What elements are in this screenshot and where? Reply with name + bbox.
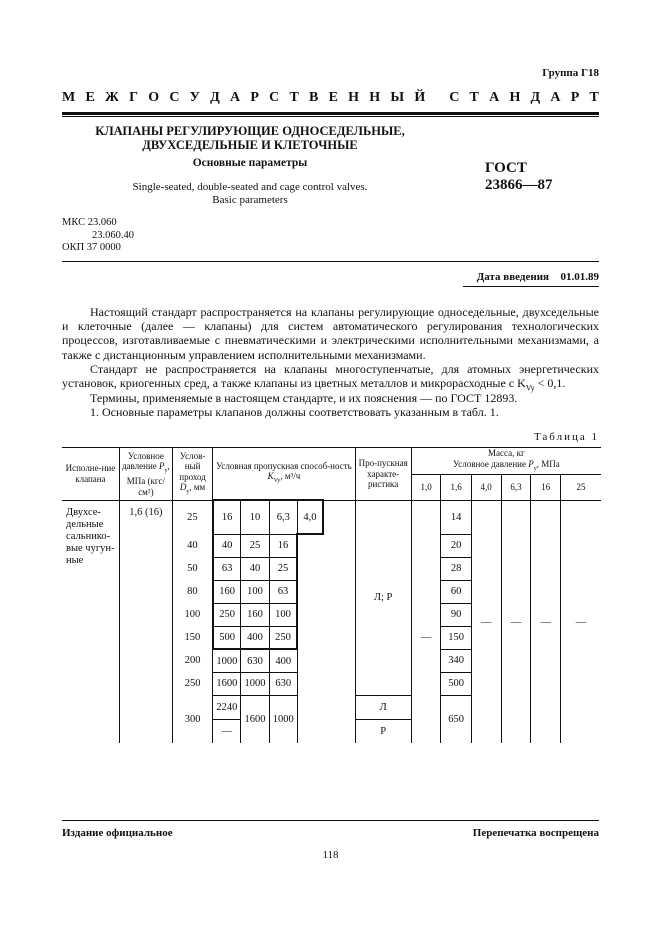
cell-kv: 25 <box>241 534 269 557</box>
cell-kv: 500 <box>213 626 241 649</box>
banner-letter: Е <box>85 90 95 105</box>
english-title <box>80 181 420 207</box>
cell-kv: 400 <box>241 626 269 649</box>
cell-kv: 25 <box>269 557 297 580</box>
banner-letter: Т <box>289 90 299 105</box>
paragraph-exclusions-text: Стандарт не распространяется на клапаны многоступенчатые, для атомных энергетических установок, криогенных сред, а также клапаны из цветных металлов и микрорасходные с K <box>62 362 599 391</box>
banner-letter: Н <box>369 90 381 105</box>
banner-letter: Р <box>570 90 580 105</box>
cell-kv-spacer <box>323 603 355 626</box>
intro-date-rule <box>463 286 599 287</box>
cell-characteristic: Р <box>355 719 411 743</box>
header-mass: Масса, кг Условное давление $P_y$, МПа <box>411 448 601 475</box>
cell-kv <box>297 534 323 557</box>
cell-mass-1-0 <box>411 557 441 580</box>
banner-letter: А <box>230 90 241 105</box>
cell-dn: 50 <box>172 557 212 580</box>
mks-code-1: МКС 23.060 <box>62 217 117 228</box>
header-mass-col: 4,0 <box>471 474 501 500</box>
table-caption: Таблица 1 <box>533 431 599 443</box>
paragraph-params-text: 1. Основные параметры клапанов должны соответствовать указанным в табл. 1. <box>90 405 499 419</box>
cell-mass-1-0 <box>411 580 441 603</box>
footer-rule <box>62 820 599 821</box>
banner-letter: Т <box>589 90 599 105</box>
header-rule-thick <box>62 112 599 115</box>
mks-code-2: 23.060.40 <box>92 229 134 241</box>
cell-kv: 400 <box>269 649 297 672</box>
cell-kv: 1000 <box>241 672 269 695</box>
paragraph-exclusions-end: < 0,1. <box>534 376 566 391</box>
cell-mass-1-6: 500 <box>441 672 471 695</box>
cell-mass-25: — <box>575 616 587 628</box>
english-title-line-1: Single-seated, double-seated and cage control valves. <box>132 181 368 193</box>
cell-kv: 2240 <box>213 695 241 719</box>
cell-kv: 16 <box>269 534 297 557</box>
cell-kv-spacer <box>323 500 355 534</box>
cell-mass-1-6: 150 <box>441 626 471 649</box>
paragraph-scope <box>62 305 599 362</box>
title-line-2: ДВУХСЕДЕЛЬНЫЕ И КЛЕТОЧНЫЕ <box>142 138 358 152</box>
gost-number: 23866—87 <box>485 177 553 193</box>
classification-codes <box>62 217 134 255</box>
cell-kv-spacer <box>323 534 355 557</box>
banner-letter: О <box>148 90 160 105</box>
cell-kv: 100 <box>269 603 297 626</box>
english-title-line-2: Basic parameters <box>212 194 288 206</box>
cell-kv <box>297 672 323 695</box>
cell-mass-1-0: — <box>411 626 441 649</box>
cell-kv: 1600 <box>213 672 241 695</box>
cell-mass-1-6: 60 <box>441 580 471 603</box>
cell-kv-spacer <box>323 672 355 695</box>
cell-kv: 6,3 <box>269 500 297 534</box>
paragraph-params <box>62 405 599 419</box>
document-subtitle: Основные параметры <box>192 157 308 169</box>
cell-kv: 16 <box>213 500 241 534</box>
intro-date-value: 01.01.89 <box>560 271 599 283</box>
cell-kv <box>297 649 323 672</box>
banner-letter: Д <box>210 90 220 105</box>
banner-letter <box>435 90 439 106</box>
cell-kv: 40 <box>241 557 269 580</box>
header-mass-col: 16 <box>531 474 561 500</box>
cell-dn: 40 <box>172 534 212 557</box>
codes-rule <box>62 261 599 262</box>
page-number: 118 <box>322 849 339 861</box>
cell-mass-1-0 <box>411 672 441 695</box>
cell-mass-4-0: — <box>471 500 501 743</box>
intro-date <box>477 271 599 283</box>
cell-dn: 80 <box>172 580 212 603</box>
cell-kv: — <box>213 719 241 743</box>
cell-kv: 630 <box>269 672 297 695</box>
cell-mass-1-0 <box>411 500 441 534</box>
standard-banner <box>62 90 599 106</box>
cell-kv: 40 <box>213 534 241 557</box>
cell-kv: 63 <box>269 580 297 603</box>
header-mass-col: 1,6 <box>441 474 471 500</box>
banner-letter: Н <box>348 90 360 105</box>
cell-kv-spacer <box>323 695 355 743</box>
cell-mass-1-0 <box>411 534 441 557</box>
cell-dn: 25 <box>172 500 212 534</box>
header-pressure: Условное давление $P_y$, МПа (кгс/см²) <box>119 448 172 501</box>
cell-mass-1-0 <box>411 695 441 743</box>
cell-characteristic: Л; Р <box>355 500 411 695</box>
paragraph-terms-text: Термины, применяемые в настоящем стандарте, и их пояснения — по ГОСТ 12893. <box>90 391 518 405</box>
cell-dn: 250 <box>172 672 212 695</box>
banner-letter: Е <box>328 90 338 105</box>
header-dn: Услов-ный проход $D_y$, мм <box>172 448 212 501</box>
header-mass-col: 25 <box>561 474 601 500</box>
banner-letter: Н <box>509 90 521 105</box>
intro-date-label: Дата введения <box>476 271 549 283</box>
cell-kv: 160 <box>213 580 241 603</box>
cell-kv <box>297 557 323 580</box>
header-characteristic: Про-пускная характе-ристика <box>355 448 411 501</box>
document-title <box>80 124 420 152</box>
banner-letter: С <box>449 90 460 105</box>
cell-mass-1-6: 28 <box>441 557 471 580</box>
banner-letter: С <box>269 90 280 105</box>
header-rule-thin <box>62 116 599 117</box>
paragraph-terms <box>62 391 599 405</box>
kv-subscript: Vy <box>525 383 535 393</box>
cell-mass-16: — <box>531 500 561 743</box>
cell-kv: 630 <box>241 649 269 672</box>
banner-letter: Й <box>414 90 426 105</box>
cell-kv: 160 <box>241 603 269 626</box>
footer-reprint: Перепечатка воспрещена <box>472 827 599 839</box>
cell-design: Двухсе-дельные сальнико-вые чугун-ные <box>62 500 119 743</box>
cell-kv <box>297 626 323 649</box>
cell-mass-1-6: 90 <box>441 603 471 626</box>
banner-letter: М <box>62 90 76 105</box>
okp-code: ОКП 37 0000 <box>62 242 121 253</box>
gost-designation <box>485 160 553 194</box>
cell-dn: 200 <box>172 649 212 672</box>
cell-mass-1-6: 650 <box>441 695 471 743</box>
cell-mass-1-0 <box>411 603 441 626</box>
cell-kv-spacer <box>323 649 355 672</box>
cell-kv-empty <box>297 695 323 743</box>
cell-kv: 63 <box>213 557 241 580</box>
cell-dn: 100 <box>172 603 212 626</box>
table-row <box>62 500 601 534</box>
banner-letter: С <box>169 90 180 105</box>
header-kv: Условная пропускная способ-ность $K_{Vy}$, м³/ч <box>213 448 355 501</box>
cell-mass-1-6: 14 <box>441 500 471 534</box>
footer-edition: Издание официальное <box>62 827 173 839</box>
cell-kv: 250 <box>269 626 297 649</box>
cell-mass-1-6: 340 <box>441 649 471 672</box>
cell-kv: 1000 <box>269 695 297 743</box>
cell-dn: 300 <box>172 695 212 743</box>
banner-letter: В <box>309 90 319 105</box>
cell-kv: 100 <box>241 580 269 603</box>
banner-letter: А <box>489 90 500 105</box>
cell-kv <box>297 580 323 603</box>
parameters-table <box>62 447 601 743</box>
cell-kv-spacer <box>323 580 355 603</box>
banner-letter: Ы <box>390 90 405 105</box>
cell-mass-1-6: 20 <box>441 534 471 557</box>
banner-letter: А <box>550 90 561 105</box>
paragraph-scope-text: Настоящий стандарт распространяется на клапаны регулирующие односедельные, двухседельные и клеточные (далее — клапаны) для систем автоматического регулирования технологических процессов, изготавливаемые с пневматическими и электрическими исполнительными механизмами, а также с дистанционным управлением исполнительными механизмами. <box>62 305 599 362</box>
cell-kv-spacer <box>323 557 355 580</box>
banner-letter: Д <box>530 90 541 105</box>
cell-kv: 1000 <box>213 649 241 672</box>
header-mass-col: 1,0 <box>411 474 441 500</box>
group-label: Группа Г18 <box>542 67 599 79</box>
banner-letter: Т <box>469 90 479 105</box>
cell-kv <box>297 603 323 626</box>
cell-mass-6-3: — <box>501 500 531 743</box>
banner-letter: Р <box>250 90 259 105</box>
cell-kv: 1600 <box>241 695 269 743</box>
title-line-1: КЛАПАНЫ РЕГУЛИРУЮЩИЕ ОДНОСЕДЕЛЬНЫЕ, <box>95 124 405 138</box>
banner-letter: У <box>189 90 200 105</box>
cell-characteristic: Л <box>355 695 411 719</box>
cell-dn: 150 <box>172 626 212 649</box>
cell-kv-spacer <box>323 626 355 649</box>
banner-letter: Г <box>129 90 138 105</box>
cell-kv: 250 <box>213 603 241 626</box>
cell-pressure: 1,6 (16) <box>119 500 172 743</box>
cell-kv: 4,0 <box>297 500 323 534</box>
banner-letter: Ж <box>105 90 119 105</box>
cell-mass-1-0 <box>411 649 441 672</box>
gost-label: ГОСТ <box>485 160 527 176</box>
header-mass-col: 6,3 <box>501 474 531 500</box>
cell-kv: 10 <box>241 500 269 534</box>
header-design: Исполне-ние клапана <box>62 448 119 501</box>
